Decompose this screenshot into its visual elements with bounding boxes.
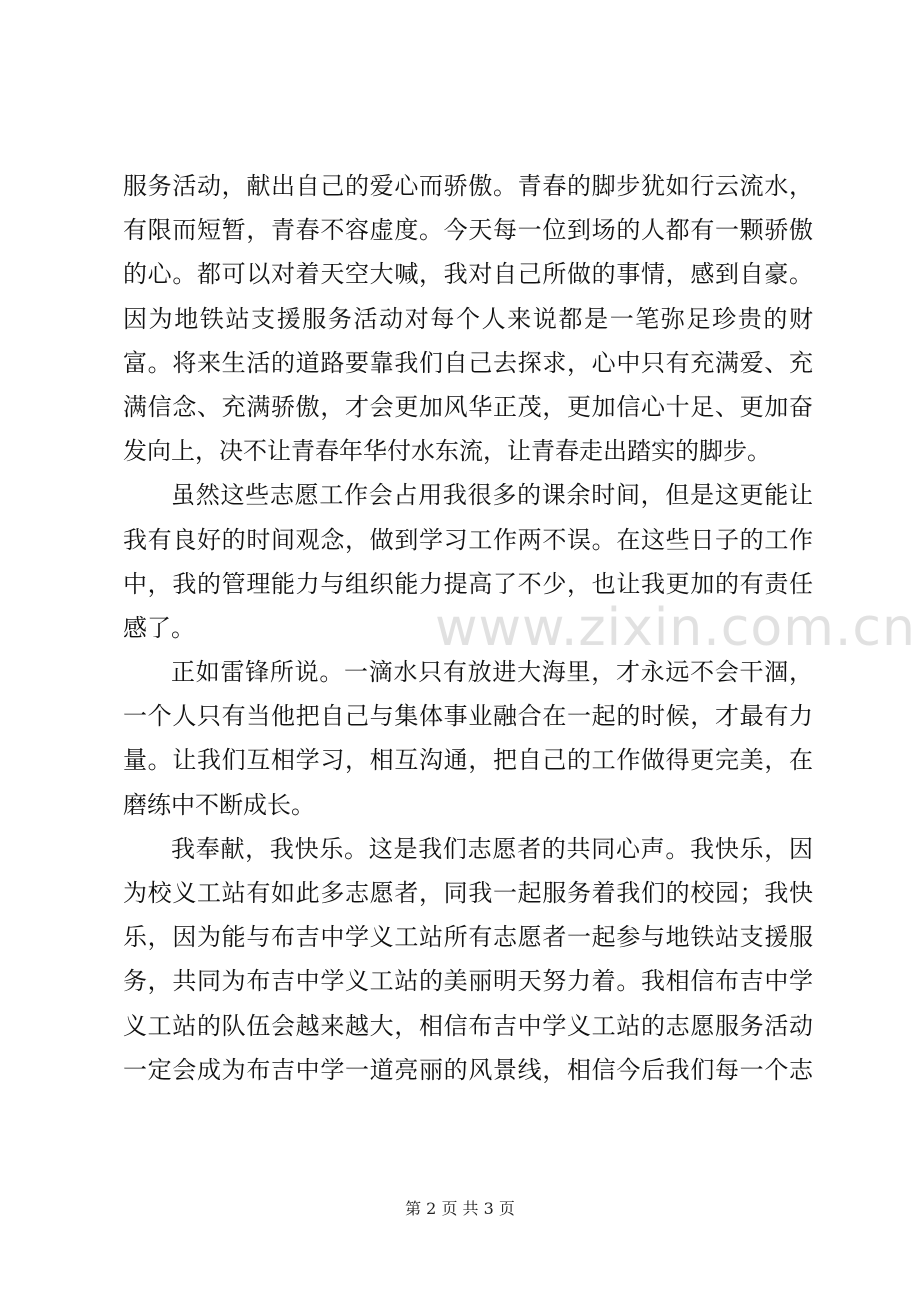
text-line: 义工站的队伍会越来越大，相信布吉中学义工站的志愿服务活动 — [123, 1011, 813, 1040]
text-line: 服务活动，献出自己的爱心而骄傲。青春的脚步犹如行云流水， — [123, 172, 813, 200]
text-line: 一定会成为布吉中学一道亮丽的风景线，相信今后我们每一个志 — [123, 1055, 813, 1084]
text-line: 我奉献，我快乐。这是我们志愿者的共同心声。我快乐，因 — [171, 834, 813, 863]
watermark: www.zixin.com.cn — [435, 598, 916, 658]
text-line: 我有良好的时间观念，做到学习工作两不误。在这些日子的工作 — [123, 525, 813, 554]
text-line: 虽然这些志愿工作会占用我很多的课余时间，但是这更能让 — [171, 481, 813, 510]
body-text — [123, 164, 813, 1092]
text-line: 一个人只有当他把自己与集体事业融合在一起的时候，才最有力 — [123, 702, 813, 731]
page-number-footer: 第 2 页 共 3 页 — [405, 1199, 515, 1218]
text-line: 乐，因为能与布吉中学义工站所有志愿者一起参与地铁站支援服 — [123, 923, 813, 952]
text-line: 量。让我们互相学习，相互沟通，把自己的工作做得更完美，在 — [123, 746, 813, 775]
text-line: 满信念、充满骄傲，才会更加风华正茂，更加信心十足、更加奋 — [123, 392, 813, 421]
text-line: 发向上，决不让青春年华付水东流，让青春走出踏实的脚步。 — [123, 437, 771, 466]
text-line: 磨练中不断成长。 — [123, 790, 315, 819]
text-line: 中，我的管理能力与组织能力提高了不少，也让我更加的有责任 — [123, 569, 813, 598]
text-line: 感了。 — [123, 613, 195, 642]
text-line: 为校义工站有如此多志愿者，同我一起服务着我们的校园；我快 — [123, 879, 813, 907]
text-line: 务，共同为布吉中学义工站的美丽明天努力着。我相信布吉中学 — [123, 967, 813, 996]
text-line: 的心。都可以对着天空大喊，我对自己所做的事情，感到自豪。 — [123, 260, 813, 289]
text-line: 因为地铁站支援服务活动对每个人来说都是一笔弥足珍贵的财 — [123, 304, 813, 333]
text-line: 富。将来生活的道路要靠我们自己去探求，心中只有充满爱、充 — [123, 348, 813, 377]
text-line: 正如雷锋所说。一滴水只有放进大海里，才永远不会干涸， — [171, 658, 813, 687]
text-line: 有限而短暂，青春不容虚度。今天每一位到场的人都有一颗骄傲 — [123, 216, 813, 245]
